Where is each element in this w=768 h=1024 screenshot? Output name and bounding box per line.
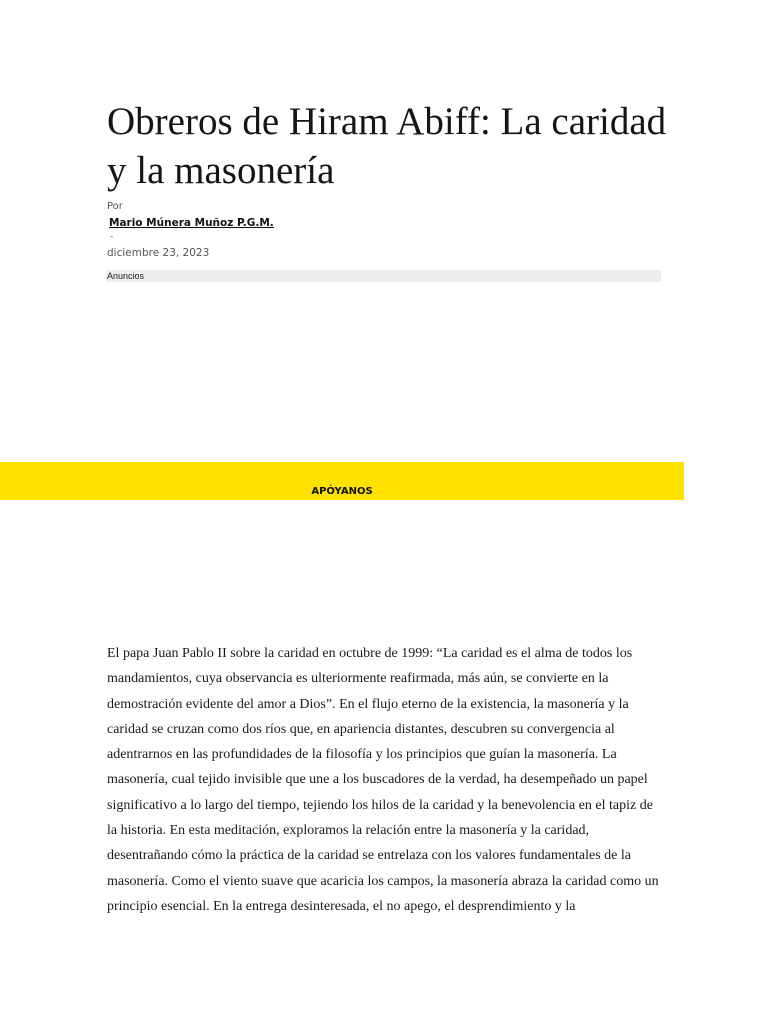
support-button-label[interactable]: APÓYANOS <box>311 486 373 497</box>
author-link[interactable]: Mario Múnera Muñoz P.G.M. <box>109 217 274 229</box>
support-banner[interactable] <box>0 462 684 500</box>
publish-date: diciembre 23, 2023 <box>107 247 210 259</box>
byline-separator: - <box>110 232 114 242</box>
ads-bar <box>106 270 661 282</box>
ads-label: Anuncios <box>107 271 145 281</box>
byline-label: Por <box>107 201 123 212</box>
article-title: Obreros de Hiram Abiff: La caridad y la masonería <box>107 100 667 192</box>
article-body: El papa Juan Pablo II sobre la caridad en octubre de 1999: “La caridad es el alma de todos los mandamientos, cuya observancia es ulteriormente reafirmada, más aún, se convierte en la demostración evidente del amor a Dios”. En el flujo eterno de la existencia, la masonería y la caridad se cruzan como dos ríos que, en apariencia distantes, descubren su convergencia al adentrarnos en las profundidades de la filosofía y los principios que guían la masonería. La masonería, cual tejido invisible que une a los buscadores de la verdad, ha desempeñado un papel significativo a lo largo del tiempo, tejiendo los hilos de la caridad y la benevolencia en el tapiz de la historia. En esta meditación, exploramos la relación entre la masonería y la caridad, desentrañando cómo la práctica de la caridad se entrelaza con los valores fundamentales de la masonería. Como el viento suave que acaricia los campos, la masonería abraza la caridad como un principio esencial. En la entrega desinteresada, el no apego, el desprendimiento y la <box>107 646 659 914</box>
